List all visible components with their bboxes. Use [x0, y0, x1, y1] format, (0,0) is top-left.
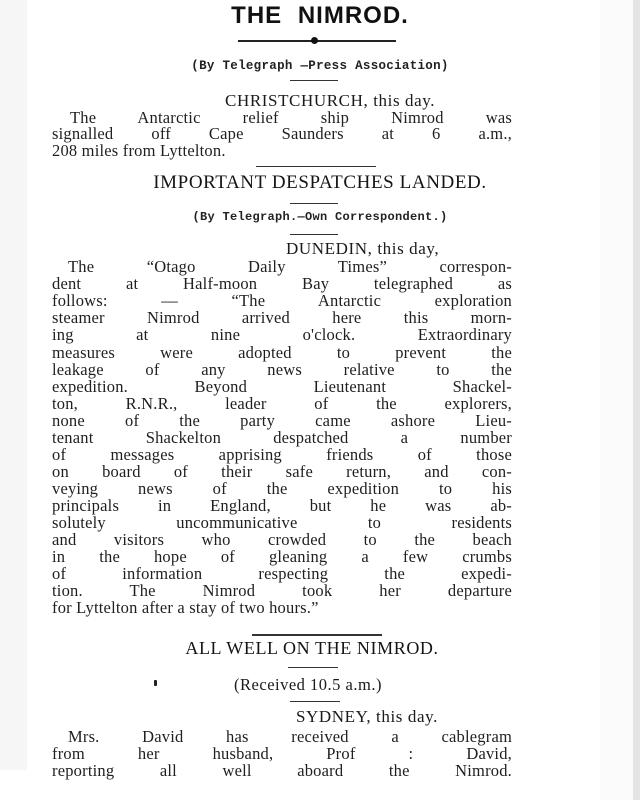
section-divider	[256, 166, 376, 167]
body-line: measures were adopted to prevent the	[52, 343, 512, 362]
body-line: dent at Half-moon Bay telegraphed as	[52, 274, 512, 293]
body-line: on board of their safe return, and con-	[52, 462, 512, 481]
section-divider	[252, 634, 382, 636]
dateline-sydney: SYDNEY, this day.	[296, 707, 438, 726]
body-line: principals in England, but he was ab-	[52, 496, 512, 515]
body-line: follows: — “The Antarctic exploration	[52, 291, 512, 310]
body-line: of messages apprising friends of those	[52, 445, 512, 464]
body-line: 208 miles from Lyttelton.	[52, 141, 226, 160]
article-title: THE NIMROD.	[231, 2, 409, 29]
body-line: for Lyttelton after a stay of two hours.”	[52, 598, 319, 617]
newspaper-clipping	[52, 0, 580, 800]
scan-margin-left	[0, 0, 27, 770]
body-line: The “Otago Daily Times” correspon-	[68, 257, 512, 276]
body-line: signalled off Cape Saunders at 6 a.m.,	[52, 124, 512, 143]
received-time: (Received 10.5 a.m.)	[234, 675, 382, 694]
short-rule	[290, 701, 340, 702]
body-line: and visitors who crowded to the beach	[52, 530, 512, 549]
body-line: in the hope of gleaning a few crumbs	[52, 547, 512, 566]
dateline-christchurch: CHRISTCHURCH, this day.	[225, 91, 436, 110]
scan-margin-right	[633, 0, 640, 800]
ornamental-rule-dot	[311, 37, 318, 44]
body-line: ing at nine o'clock. Extraordinary	[52, 325, 512, 344]
body-line: steamer Nimrod arrived here this morn-	[52, 308, 512, 327]
short-rule	[290, 234, 338, 235]
short-rule	[290, 203, 338, 204]
body-line: none of the party came ashore Lieu-	[52, 411, 512, 430]
body-line: of information respecting the expedi-	[52, 564, 512, 583]
body-line: reporting all well aboard the Nimrod.	[52, 761, 512, 780]
credit-own-correspondent: (By Telegraph.—Own Correspondent.)	[192, 210, 448, 224]
heading-important-despatches: IMPORTANT DESPATCHES LANDED.	[153, 172, 487, 193]
body-line: from her husband, Prof : David,	[52, 744, 512, 763]
body-line: solutely uncommunicative to residents	[52, 513, 512, 532]
heading-all-well: ALL WELL ON THE NIMROD.	[185, 638, 439, 658]
body-line: tion. The Nimrod took her departure	[52, 581, 512, 600]
short-rule	[288, 667, 338, 668]
short-rule	[290, 80, 338, 81]
body-line: leakage of any news relative to the	[52, 360, 512, 379]
body-line: tenant Shackelton despatched a number	[52, 428, 512, 447]
body-line: ton, R.N.R., leader of the explorers,	[52, 394, 512, 413]
credit-press-association: (By Telegraph —Press Association)	[191, 59, 449, 73]
body-line: veying news of the expedition to his	[52, 479, 512, 498]
body-line: The Antarctic relief ship Nimrod was	[70, 108, 512, 127]
body-line: Mrs. David has received a cablegram	[68, 727, 512, 746]
body-line: expedition. Beyond Lieutenant Shackel-	[52, 377, 512, 396]
dateline-dunedin: DUNEDIN, this day,	[286, 239, 440, 258]
scan-margin-right-inner	[600, 0, 633, 800]
